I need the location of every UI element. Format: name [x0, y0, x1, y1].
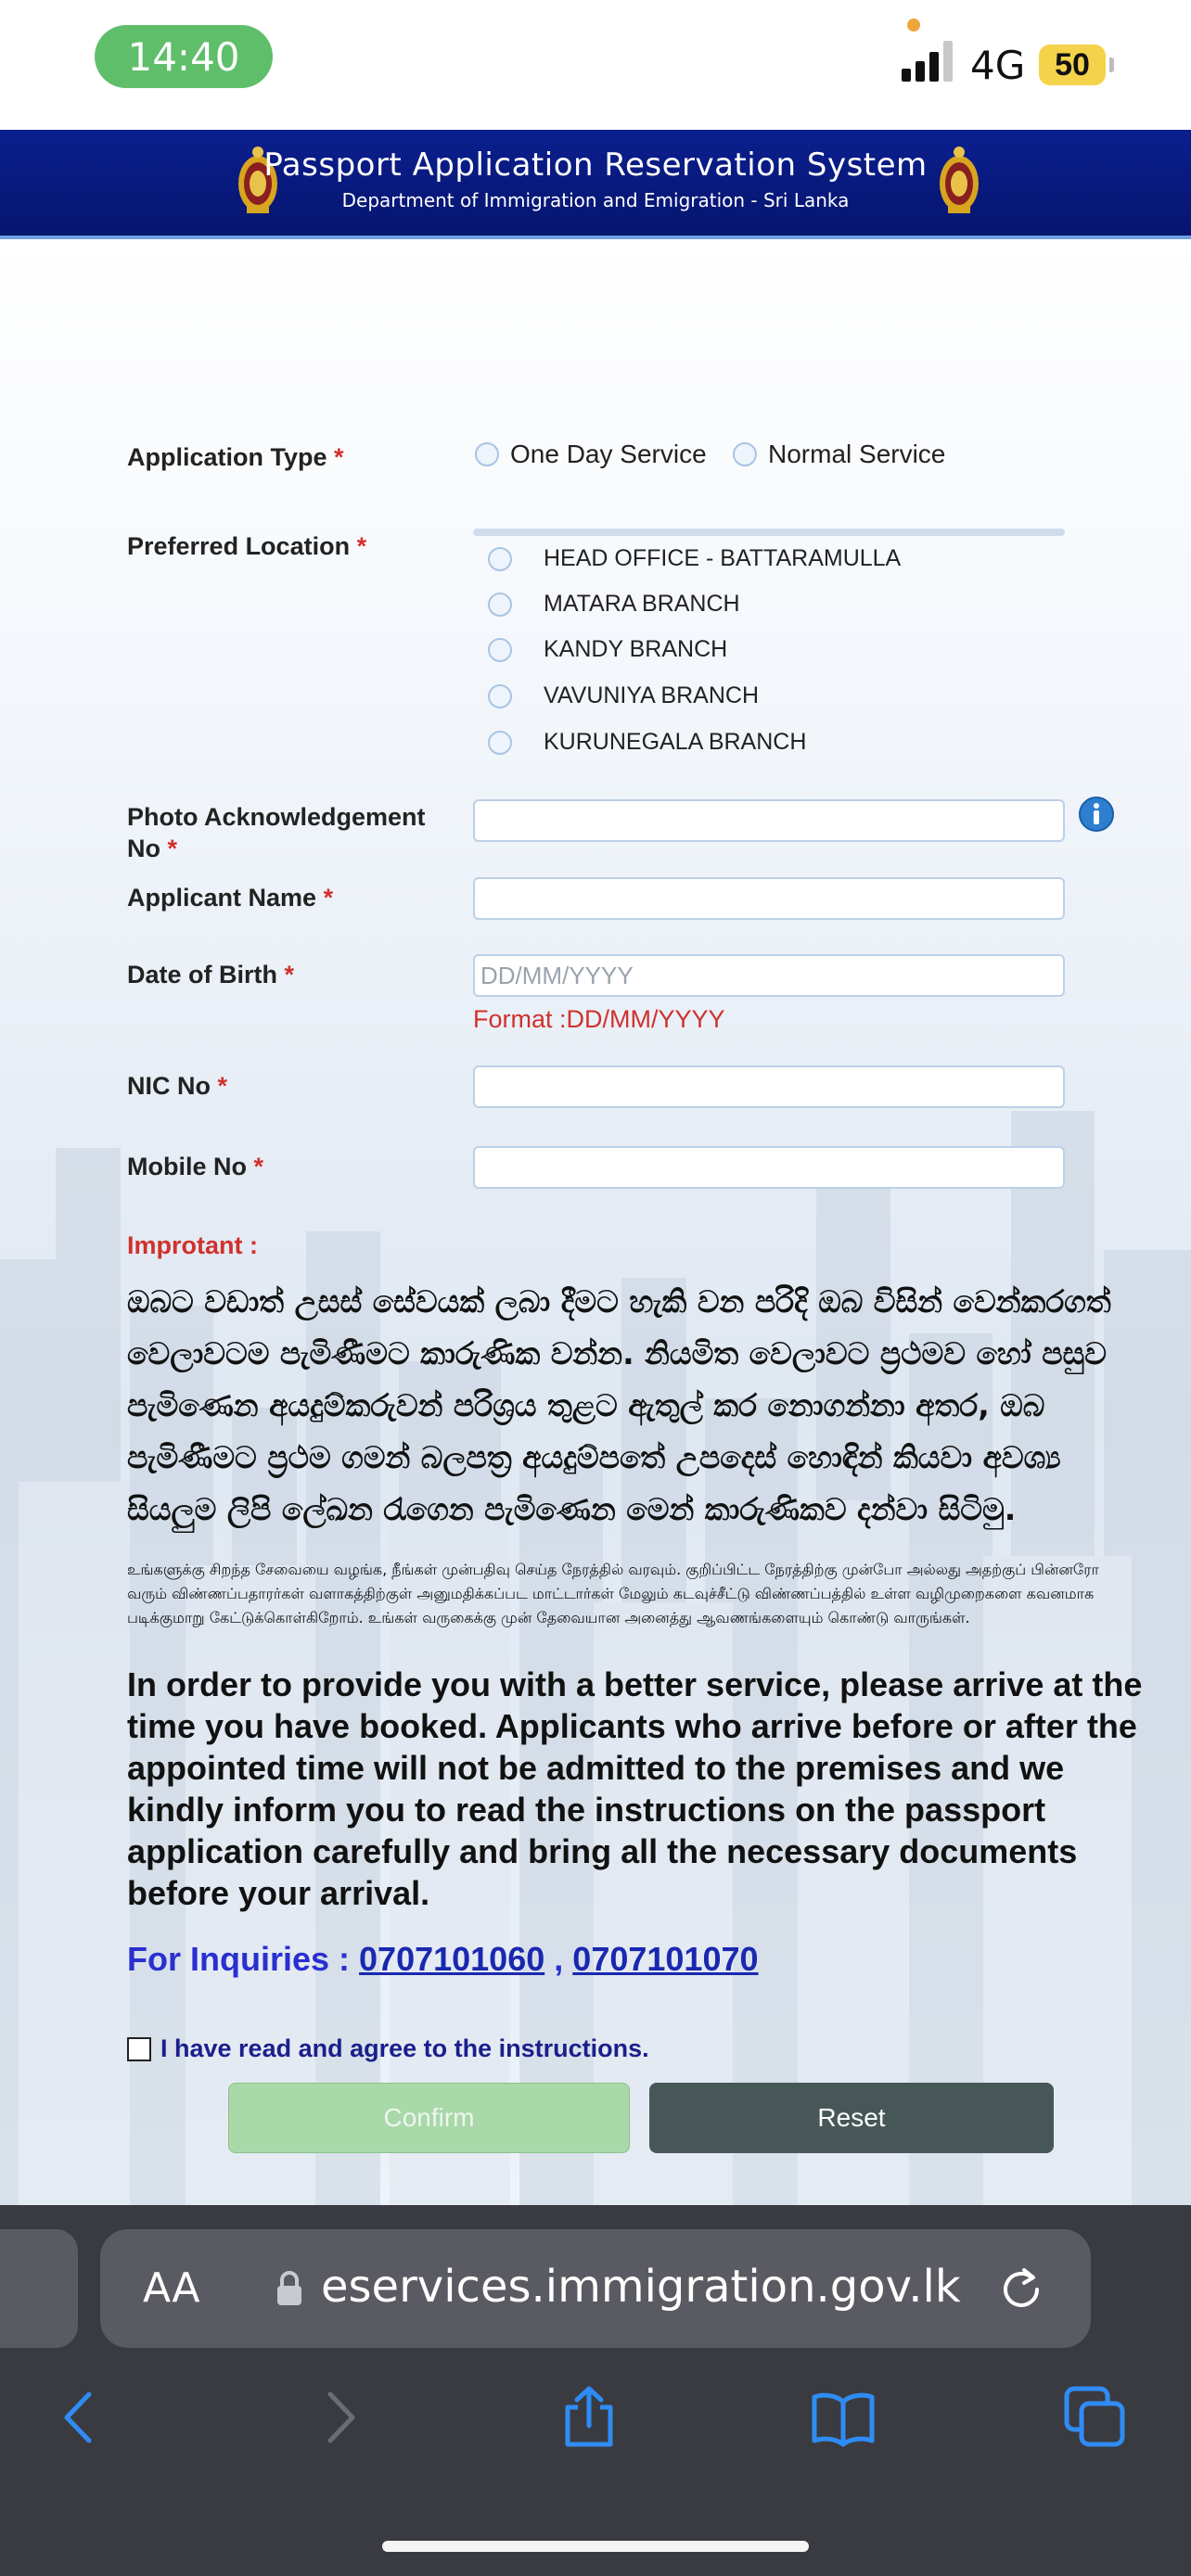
nic-label — [127, 1070, 227, 1102]
photo-ack-label — [127, 801, 426, 864]
status-time: 14:40 — [95, 25, 273, 88]
site-title: Passport Application Reservation System — [263, 147, 928, 184]
location-option-matara[interactable] — [488, 591, 740, 618]
reservation-form-page — [0, 239, 1191, 2205]
browser-address-area — [0, 2205, 1191, 2352]
previous-tab-preview[interactable] — [0, 2229, 78, 2348]
browser-toolbar — [0, 2352, 1191, 2576]
radio-label: Normal Service — [768, 440, 946, 468]
mobile-input[interactable] — [473, 1146, 1065, 1189]
required-mark: * — [167, 835, 178, 862]
radio-circle[interactable] — [488, 731, 512, 755]
dob-label-text: Date of Birth — [127, 961, 277, 988]
reset-button[interactable]: Reset — [649, 2083, 1054, 2153]
sri-lanka-emblem-icon — [937, 145, 981, 217]
radio-circle[interactable] — [488, 547, 512, 571]
inquiries-line — [127, 1940, 759, 1979]
reload-icon[interactable] — [996, 2264, 1046, 2315]
share-icon[interactable] — [557, 2385, 621, 2450]
radio-label: One Day Service — [510, 440, 707, 468]
cellular-signal-icon — [900, 37, 957, 85]
phone-link-2[interactable]: 0707101070 — [572, 1940, 759, 1978]
back-icon[interactable] — [48, 2385, 113, 2450]
required-mark: * — [253, 1153, 264, 1180]
agree-row[interactable] — [127, 2034, 649, 2063]
dob-label — [127, 959, 294, 990]
battery-icon: 50 — [1039, 45, 1106, 85]
location-option-head-office[interactable] — [488, 545, 901, 572]
application-type-label-text: Application Type — [127, 443, 327, 471]
mobile-label — [127, 1151, 263, 1182]
forward-icon[interactable] — [306, 2385, 371, 2450]
radio-circle[interactable] — [475, 442, 499, 466]
radio-normal-service[interactable] — [733, 440, 945, 469]
location-option-kurunegala[interactable] — [488, 729, 806, 756]
location-option-kandy[interactable] — [488, 636, 727, 663]
phone-separator: , — [554, 1940, 564, 1978]
applicant-name-label-text: Applicant Name — [127, 884, 317, 912]
address-bar[interactable] — [100, 2229, 1091, 2348]
photo-ack-label-line2: No — [127, 835, 160, 862]
application-type-label — [127, 441, 344, 473]
required-mark: * — [217, 1072, 228, 1100]
battery-nub — [1109, 57, 1114, 72]
radio-label: HEAD OFFICE - BATTARAMULLA — [544, 545, 902, 571]
required-mark: * — [334, 443, 344, 471]
notice-tamil: உங்களுக்கு சிறந்த சேவையை வழங்க, நீங்கள் முன்பதிவு செய்த நேரத்தில் வரவும். குறிப்பிட்ட நேரத்திற்கு முன்போ அல்லது அதற்குப் பின்னரோ வரும் விண்ணப்பதாரர்கள் வளாகத்திற்குள் அனுமதிக்கப்பட மாட்டார்கள் மேலும் கடவுச்சீட்டு விண்ணப்பத்தில் உள்ள வழிமுறைகளை கவனமாக படிக்குமாறு கேட்டுக்கொள்கிறோம். உங்கள் வருகைக்கு முன் தேவையான அனைத்து ஆவணங்களையும் கொண்டு வாருங்கள். — [127, 1561, 1099, 1626]
radio-label: MATARA BRANCH — [544, 591, 740, 617]
bookmarks-icon[interactable] — [811, 2385, 876, 2450]
radio-label: KURUNEGALA BRANCH — [544, 729, 807, 755]
site-header — [0, 130, 1191, 239]
location-list-scrollbar — [473, 529, 1065, 536]
inquiries-label: For Inquiries : — [127, 1940, 351, 1978]
nic-label-text: NIC No — [127, 1072, 211, 1100]
nic-input[interactable] — [473, 1065, 1065, 1108]
tabs-icon[interactable] — [1063, 2385, 1128, 2450]
important-title: Improtant : — [127, 1231, 258, 1259]
status-bar — [0, 0, 1191, 130]
radio-circle[interactable] — [488, 638, 512, 662]
photo-ack-label-line1: Photo Acknowledgement — [127, 803, 426, 831]
agree-checkbox[interactable] — [127, 2037, 151, 2061]
info-icon[interactable] — [1078, 796, 1115, 833]
radio-circle[interactable] — [733, 442, 757, 466]
radio-circle[interactable] — [488, 684, 512, 708]
notice-english: In order to provide you with a better service, please arrive at the time you have booked. Applicants who arrive before or after the appointed time will not be admitted to the premises and we kindly inform you to read the instructions on the passport application carefully and bring all the necessary documents before your arrival. — [127, 1665, 1143, 1912]
agree-label[interactable]: I have read and agree to the instructions. — [160, 2034, 649, 2062]
dob-format-hint: Format :DD/MM/YYYY — [473, 1005, 725, 1033]
applicant-name-label — [127, 882, 333, 913]
dob-input[interactable] — [473, 954, 1065, 997]
preferred-location-label — [127, 530, 366, 562]
radio-label: VAVUNIYA BRANCH — [544, 682, 759, 708]
privacy-indicator-dot — [907, 19, 920, 32]
radio-label: KANDY BRANCH — [544, 636, 728, 662]
applicant-name-input[interactable] — [473, 877, 1065, 920]
radio-one-day-service[interactable] — [475, 440, 707, 469]
url-text[interactable]: eservices.immigration.gov.lk — [321, 2261, 961, 2313]
site-subtitle: Department of Immigration and Emigration - Sri Lanka — [341, 189, 850, 211]
location-option-vavuniya[interactable] — [488, 682, 759, 709]
text-size-button[interactable]: AA — [143, 2264, 200, 2312]
home-indicator[interactable] — [382, 2541, 809, 2552]
required-mark: * — [323, 884, 334, 912]
notice-sinhala: ඔබට වඩාත් උසස් සේවයක් ලබා දීමට හැකි වන පරිදි ඔබ විසින් වෙන්කරගත් වෙලාවටම පැමිණීමට කාරුණික වන්න. නියමිත වෙලාවට ප්‍රථමව හෝ පසුව පැමිණෙන අයදුම්කරුවන් පරිශ්‍රය තුළට ඇතුල් කර නොගන්නා අතර, ඔබ පැමිණීමට ප්‍රථම ගමන් බලපත්‍ර අයදුම්පතේ උපදෙස් හොඳින් කියවා අවශ්‍ය සියලුම ලිපි ලේඛන රැගෙන පැමිණෙන මෙන් කාරුණිකව දන්වා සිටිමු. — [127, 1283, 1111, 1527]
photo-ack-input[interactable] — [473, 799, 1065, 842]
network-type: 4G — [970, 43, 1026, 88]
phone-link-1[interactable]: 0707101060 — [359, 1940, 545, 1978]
required-mark: * — [284, 961, 295, 988]
mobile-label-text: Mobile No — [127, 1153, 247, 1180]
required-mark: * — [356, 532, 367, 560]
lock-icon — [276, 2270, 302, 2307]
confirm-button[interactable]: Confirm — [228, 2083, 630, 2153]
radio-circle[interactable] — [488, 593, 512, 617]
preferred-location-label-text: Preferred Location — [127, 532, 351, 560]
